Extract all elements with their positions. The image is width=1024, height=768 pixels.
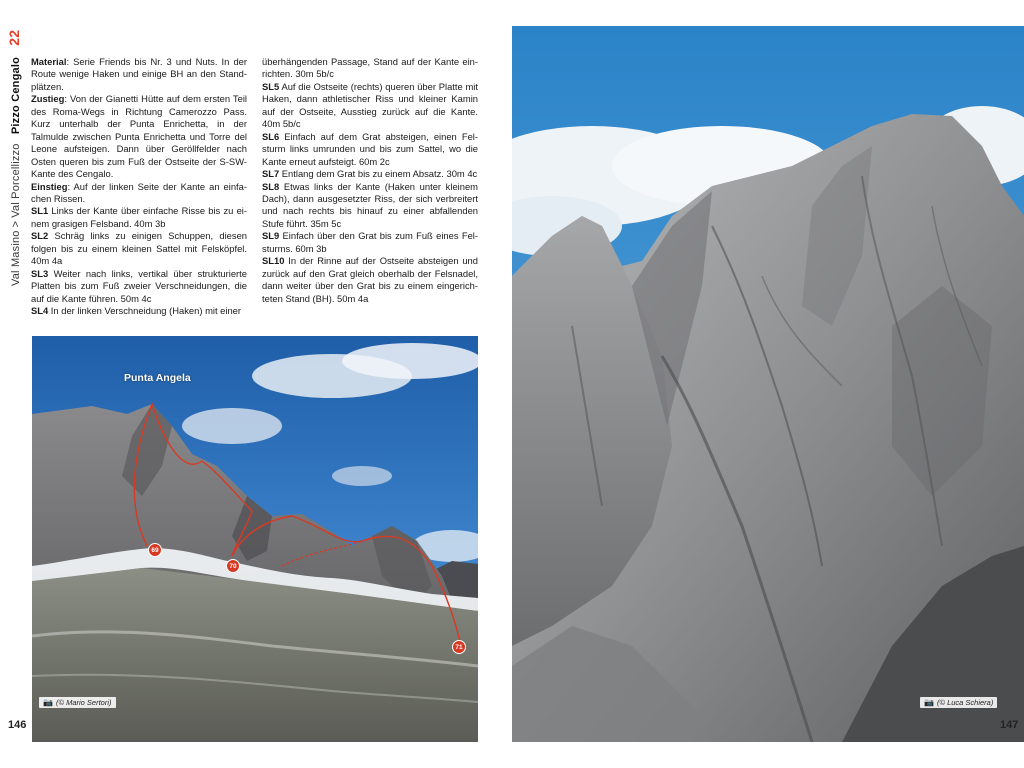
camera-icon: 📷 (43, 698, 53, 707)
paragraph-text: Weiter nach links, vertikal über strukturierte Platten bis zum Fuß zweier Verschneidungen, die auf die Kante führen. 50m 4c (31, 267, 247, 304)
mountain-photo-right (512, 26, 1024, 742)
paragraph-text: Etwas links der Kante (Haken unter kleinem Dach), dann ausgesetzter Riss, der sich verbreitert und nach rechts bis hinauf zu einer abfallenden Stufe führt. 35m 5c (262, 180, 478, 229)
paragraph (262, 131, 478, 168)
route-marker: 71 (452, 640, 466, 654)
paragraph-text: Links der Kante über einfache Risse bis zu einem grasigen Felsband. 40m 3b (31, 205, 247, 229)
paragraph-label: SL7 (262, 168, 280, 180)
paragraph (31, 268, 247, 305)
paragraph-text: Auf die Ostseite (rechts) queren über Platte mit Haken, dann athletischer Riss und kleiner Kamin auf der Ostseite, Ausstieg zurück auf die Kante. 40m 5b/c (262, 80, 478, 130)
mountain-photo-left (32, 336, 478, 742)
paragraph (262, 230, 478, 255)
paragraph (31, 56, 247, 93)
paragraph-text: überhängenden Passage, Stand auf der Kante einrichten. 30m 5b/c (262, 56, 478, 80)
mountain-photo-right-image (512, 26, 1024, 742)
paragraph-text: In der Rinne auf der Ostseite absteigen und zurück auf den Grat gleich oberhalb der Felsnadel, dann weiter über den Grat bis zu einem eingerichteten Stand (BH). 50m 4a (262, 255, 478, 304)
paragraph-label: SL10 (262, 255, 285, 267)
paragraph-label: Einstieg (31, 180, 68, 192)
paragraph-label: SL4 (31, 305, 49, 317)
photo-credit-right (920, 697, 997, 708)
breadcrumb-separator: > (10, 220, 22, 228)
paragraph-label: SL6 (262, 130, 280, 142)
peak-title: Pizzo Cengalo (10, 57, 22, 135)
photo-credit-left (39, 697, 116, 708)
paragraph (31, 181, 247, 206)
paragraph (262, 255, 478, 305)
paragraph (31, 230, 247, 267)
paragraph (262, 81, 478, 131)
route-marker: 70 (226, 559, 240, 573)
breadcrumb-valley: Val Masino (10, 230, 22, 286)
paragraph-label: SL1 (31, 205, 49, 217)
paragraph-text: : Auf der linken Seite der Kante an einfachen Rissen. (31, 180, 247, 204)
paragraph-text: Einfach auf dem Grat absteigen, einen Felsturm links umrunden und bis zum Sattel, wo die Kante erneut aufsteigt. 60m 2c (262, 130, 478, 167)
paragraph-text: In der linken Verschneidung (Haken) mit einer (48, 305, 242, 317)
paragraph (262, 181, 478, 231)
paragraph-label: SL3 (31, 267, 49, 279)
paragraph-label: SL9 (262, 230, 280, 242)
text-column-right (262, 56, 478, 305)
peak-label: Punta Angela (124, 372, 191, 384)
photo-credit-text: (© Mario Sertori) (55, 698, 112, 707)
paragraph-text: : Von der Gianetti Hütte auf dem ersten Teil des Roma-Wegs in Richtung Camerozzo Pass. Kurz unterhalb der Punta Enrichetta, in der Talmulde zwischen Punta Enrichetta und Torre del Leone aufsteigen. Dann über Geröllfelder nach Osten queren bis zum Fuß der Ostseite der S-SW-Kante des Cengalo. (31, 93, 247, 180)
text-column-left (31, 56, 247, 318)
photo-credit-text: (© Luca Schiera) (936, 698, 994, 707)
paragraph-text: Einfach über den Grat bis zum Fuß eines Felsturms. 60m 3b (262, 230, 478, 254)
paragraph-label: SL2 (31, 230, 49, 242)
page-number-left: 146 (8, 719, 27, 731)
paragraph (31, 93, 247, 180)
paragraph-text: Entlang dem Grat bis zu einem Absatz. 30m 4c (279, 168, 478, 180)
paragraph-text: : Serie Friends bis Nr. 3 und Nuts. In der Route wenige Haken und einige BH an den Standplätzen. (31, 56, 247, 92)
route-marker: 69 (148, 543, 162, 557)
route-number: 22 (6, 29, 22, 46)
paragraph-label: Material (31, 56, 67, 67)
page-number-right: 147 (1000, 719, 1019, 731)
paragraph (31, 205, 247, 230)
paragraph-label: Zustieg (31, 93, 65, 105)
paragraph-label: SL5 (262, 80, 280, 92)
side-header (4, 29, 22, 288)
breadcrumb-subvalley: Val Porcellizzo (10, 143, 22, 218)
paragraph-text: Schräg links zu einigen Schuppen, diesen folgen bis zu einem kleinen Sattel mit Felsköpfel. 40m 4a (31, 230, 247, 267)
paragraph-label: SL8 (262, 180, 280, 192)
camera-icon: 📷 (924, 698, 934, 707)
paragraph (262, 56, 478, 81)
paragraph (31, 305, 247, 317)
mountain-photo-left-image (32, 336, 478, 742)
paragraph (262, 168, 478, 180)
